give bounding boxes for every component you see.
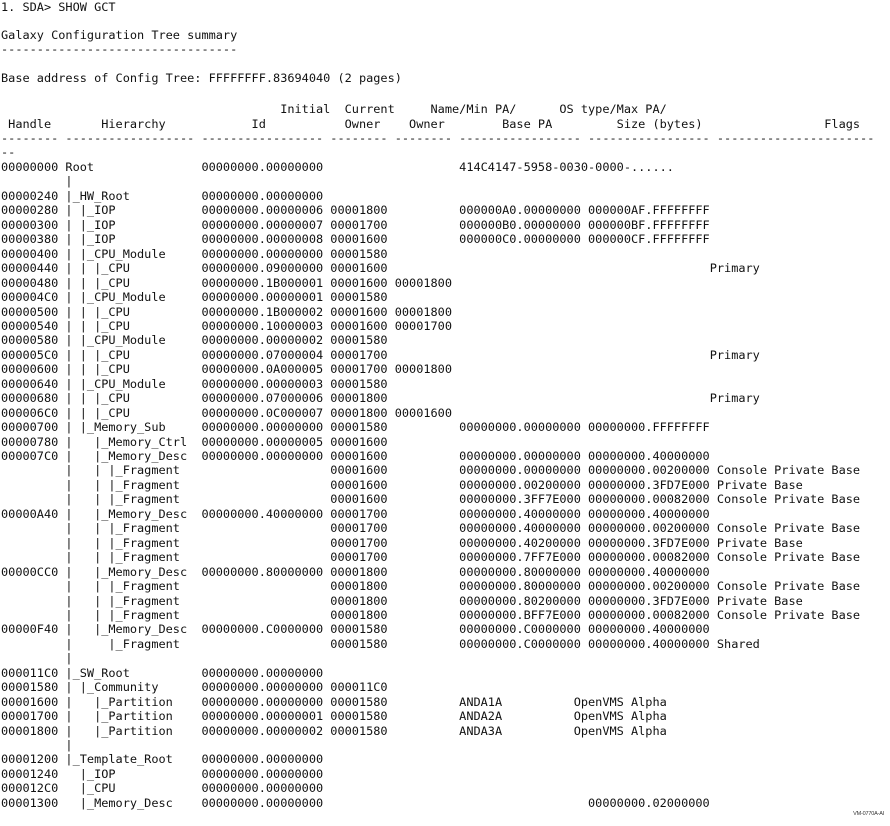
table-row: 00001300 |_Memory_Desc 00000000.00000000 00000000.02000000 [1, 795, 710, 810]
table-row: 000005C0 | | |_CPU 00000000.07000004 00001700 Primary [1, 347, 760, 362]
table-row: 00000440 | | |_CPU 00000000.09000000 00001600 Primary [1, 261, 760, 276]
figure-id: VM-0770A-AI [853, 811, 884, 817]
table-row: | [1, 651, 73, 666]
table-row: 00001600 | |_Partition 00000000.00000000 00001580 ANDA1A OpenVMS Alpha [1, 694, 667, 709]
table-row: 00000500 | | |_CPU 00000000.1B000002 00001600 00001800 [1, 304, 453, 319]
table-row: 00000780 | |_Memory_Ctrl 00000000.00000005 00001600 [1, 434, 388, 449]
table-row: 00000480 | | |_CPU 00000000.1B000001 00001600 00001800 [1, 275, 453, 290]
table-row: | | |_Fragment 00001600 00000000.00200000 00000000.3FD7E000 Private Base [1, 477, 803, 492]
table-row: | [1, 174, 73, 189]
table-row: | |_Fragment 00001580 00000000.C0000000 00000000.40000000 Shared [1, 636, 760, 651]
table-row: 00000600 | | |_CPU 00000000.0A000005 00001700 00001800 [1, 362, 453, 377]
table-row: 000007C0 | |_Memory_Desc 00000000.00000000 00001600 00000000.00000000 00000000.40000000 [1, 449, 710, 463]
table-row: 000012C0 |_CPU 00000000.00000000 [1, 781, 324, 796]
base-address-line: Base address of Config Tree: FFFFFFFF.83694040 (2 pages) [1, 71, 402, 85]
table-row: 00001700 | |_Partition 00000000.00000001 00001580 ANDA2A OpenVMS Alpha [1, 709, 667, 724]
table-row: | | |_Fragment 00001800 00000000.80000000 00000000.00200000 Console Private Base [1, 579, 861, 593]
table-row: 00000700 | |_Memory_Sub 00000000.00000000 00001580 00000000.00000000 00000000.FFFFFFFF [1, 420, 710, 435]
table-header-row-2: Handle Hierarchy Id Owner Owner Base PA Size (bytes) Flags [1, 117, 861, 131]
table-row: 00000240 |_HW_Root 00000000.00000000 [1, 188, 324, 203]
table-header-rule: -------- ------------------ ----------------- -------- -------- ----------------- ----------------- ---------------------- [1, 131, 875, 145]
table-row: | | |_Fragment 00001700 00000000.40200000 00000000.3FD7E000 Private Base [1, 535, 803, 550]
table-row: 00000400 | |_CPU_Module 00000000.00000000 00001580 [1, 246, 388, 261]
table-row: 00000280 | |_IOP 00000000.00000006 00001800 000000A0.00000000 000000AF.FFFFFFFF [1, 203, 710, 218]
table-row: 000006C0 | | |_CPU 00000000.0C000007 00001800 00001600 [1, 405, 453, 420]
table-row: | | |_Fragment 00001700 00000000.7FF7E000 00000000.00082000 Console Private Base [1, 550, 861, 565]
table-row: 00000580 | |_CPU_Module 00000000.00000002 00001580 [1, 333, 388, 348]
table-row: 00000680 | | |_CPU 00000000.07000006 00001800 Primary [1, 391, 760, 406]
table-header-row-1: Initial Current Name/Min PA/ OS type/Max PA/ [1, 102, 667, 116]
table-row: 00001200 |_Template_Root 00000000.00000000 [1, 752, 324, 767]
table-row: 000004C0 | |_CPU_Module 00000000.00000001 00001580 [1, 290, 388, 304]
table-row: 00000000 Root 00000000.00000000 414C4147-5958-0030-0000-...... [1, 160, 674, 174]
table-row: 00000F40 | |_Memory_Desc 00000000.C0000000 00001580 00000000.C0000000 00000000.40000000 [1, 622, 710, 637]
table-row: | | |_Fragment 00001800 00000000.BFF7E000 00000000.00082000 Console Private Base [1, 608, 861, 622]
table-row: 000011C0 |_SW_Root 00000000.00000000 [1, 665, 324, 680]
table-row: | | |_Fragment 00001600 00000000.3FF7E000 00000000.00082000 Console Private Base [1, 492, 861, 507]
table-row: 00001580 | |_Community 00000000.00000000 000011C0 [1, 680, 388, 695]
table-row: | | |_Fragment 00001800 00000000.80200000 00000000.3FD7E000 Private Base [1, 593, 803, 608]
table-row: 00000A40 | |_Memory_Desc 00000000.40000000 00001700 00000000.40000000 00000000.40000000 [1, 506, 710, 521]
table-header-rule-wrap: -- [1, 145, 16, 159]
table-row: 00001240 |_IOP 00000000.00000000 [1, 766, 324, 781]
table-row: 00000300 | |_IOP 00000000.00000007 00001700 000000B0.00000000 000000BF.FFFFFFFF [1, 217, 710, 232]
table-row: | [1, 738, 73, 752]
table-row: 00000640 | |_CPU_Module 00000000.00000003 00001580 [1, 376, 388, 391]
sda-command-line: 1. SDA> SHOW GCT [1, 0, 116, 14]
table-row: 00001800 | |_Partition 00000000.00000002 00001580 ANDA3A OpenVMS Alpha [1, 723, 667, 738]
table-row: | | |_Fragment 00001700 00000000.40000000 00000000.00200000 Console Private Base [1, 521, 861, 536]
table-row: 00000540 | | |_CPU 00000000.10000003 00001600 00001700 [1, 318, 453, 333]
table-row: 00000CC0 | |_Memory_Desc 00000000.80000000 00001800 00000000.80000000 00000000.40000000 [1, 564, 710, 579]
summary-title-underline: --------------------------------- [1, 42, 238, 56]
table-row: | | |_Fragment 00001600 00000000.00000000 00000000.00200000 Console Private Base [1, 463, 861, 478]
table-row: 00000380 | |_IOP 00000000.00000008 00001600 000000C0.00000000 000000CF.FFFFFFFF [1, 232, 710, 247]
summary-title: Galaxy Configuration Tree summary [1, 28, 238, 42]
